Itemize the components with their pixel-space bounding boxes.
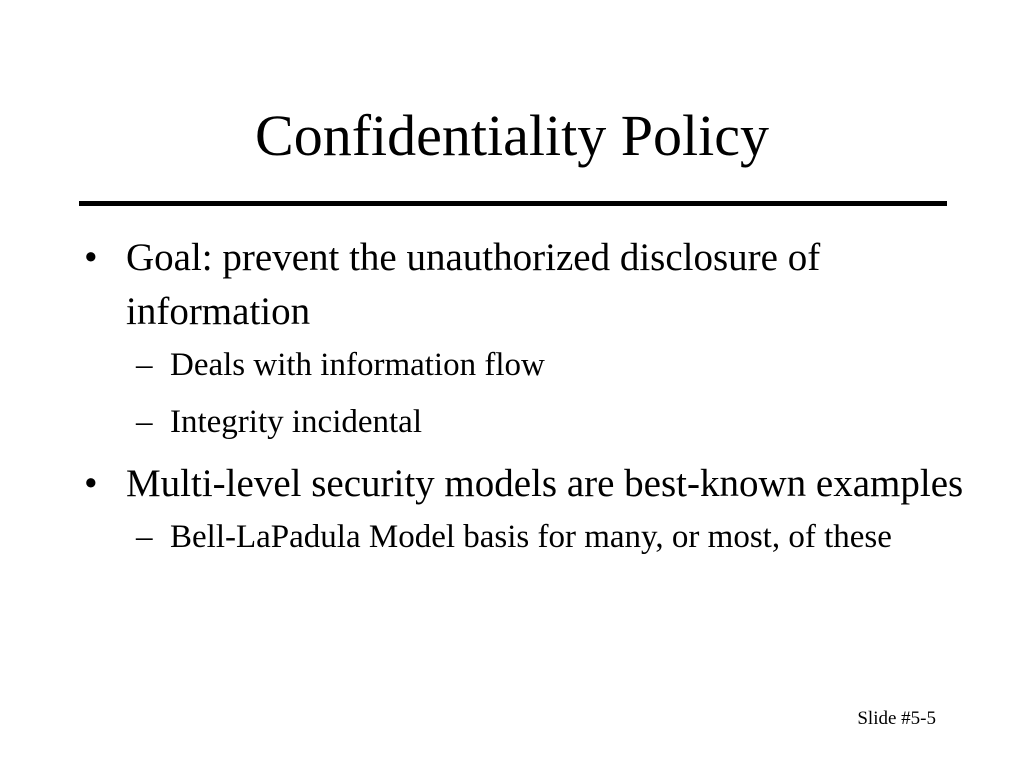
bullet-marker: • (84, 236, 98, 279)
bullet-text: Goal: prevent the unauthorized disclosure of information (126, 236, 821, 333)
sub-bullet-text: Integrity incidental (170, 404, 422, 440)
sub-bullet-item (136, 400, 964, 444)
sub-bullet-text: Bell-LaPadula Model basis for many, or most, of these (170, 519, 892, 555)
bullet-item (84, 457, 964, 511)
sub-bullet-marker: – (136, 519, 153, 555)
sub-bullet-item (136, 343, 964, 387)
bullet-item (84, 231, 964, 339)
bullet-text: Multi-level security models are best-known examples (126, 462, 964, 505)
slide-content (84, 231, 964, 572)
bullet-group-2 (84, 457, 964, 559)
bullet-group-1 (84, 231, 964, 444)
slide-title: Confidentiality Policy (255, 103, 769, 168)
sub-bullet-text: Deals with information flow (170, 347, 545, 383)
title-underline (79, 201, 947, 206)
slide-number: Slide #5-5 (857, 708, 936, 729)
sub-bullet-list (136, 515, 964, 559)
bullet-marker: • (84, 462, 98, 505)
sub-bullet-marker: – (136, 404, 153, 440)
sub-bullet-item (136, 515, 964, 559)
sub-bullet-list (136, 343, 964, 444)
sub-bullet-marker: – (136, 347, 153, 383)
